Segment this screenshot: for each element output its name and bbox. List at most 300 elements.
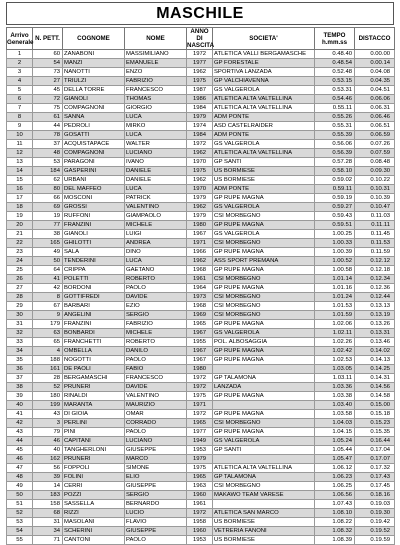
table-row [7, 140, 395, 149]
cell-societa: GS VALGEROLA [213, 140, 315, 149]
cell-anno: 1953 [187, 446, 213, 455]
cell-pettorale: 158 [33, 500, 63, 509]
table-row [7, 221, 395, 230]
cell-arrivo: 49 [7, 482, 33, 491]
cell-nome: PATRICK [125, 194, 187, 203]
cell-pettorale: 37 [33, 140, 63, 149]
table-row [7, 410, 395, 419]
cell-distacco: 0.15.23 [355, 419, 395, 428]
cell-societa: ATLETICA ALTA VALTELLINA [213, 95, 315, 104]
cell-tempo: 1.03.58 [315, 410, 355, 419]
cell-nome: GIORGIO [125, 104, 187, 113]
table-body [7, 50, 395, 545]
cell-societa: GP RUPE MAGNA [213, 356, 315, 365]
cell-nome: CORRADO [125, 419, 187, 428]
cell-arrivo: 55 [7, 536, 33, 545]
cell-pettorale: 9 [33, 311, 63, 320]
cell-societa: GP SANTI [213, 446, 315, 455]
cell-cognome: RUFFONI [63, 212, 125, 221]
cell-cognome: MASOLANI [63, 518, 125, 527]
cell-tempo: 1.05.44 [315, 446, 355, 455]
cell-societa: CSI MORBEGNO [213, 482, 315, 491]
cell-cognome: BARBARI [63, 302, 125, 311]
cell-distacco: 0.00.00 [355, 50, 395, 59]
cell-distacco: 0.13.46 [355, 338, 395, 347]
cell-tempo: 1.00.58 [315, 266, 355, 275]
cell-pettorale: 180 [33, 392, 63, 401]
cell-pettorale: 77 [33, 221, 63, 230]
cell-anno: 1979 [187, 212, 213, 221]
cell-anno: 1962 [187, 257, 213, 266]
cell-distacco: 0.13.31 [355, 329, 395, 338]
cell-anno: 1975 [187, 392, 213, 401]
cell-societa: GP RUPE MAGNA [213, 221, 315, 230]
cell-nome: OMAR [125, 410, 187, 419]
table-row [7, 365, 395, 374]
cell-arrivo: 22 [7, 239, 33, 248]
cell-distacco: 0.19.52 [355, 527, 395, 536]
cell-cognome: GIANOLI [63, 95, 125, 104]
cell-distacco: 0.15.18 [355, 410, 395, 419]
cell-distacco: 0.14.02 [355, 347, 395, 356]
cell-anno: 1965 [187, 419, 213, 428]
cell-societa: CSI MORBEGNO [213, 212, 315, 221]
cell-pettorale: 60 [33, 50, 63, 59]
table-row [7, 248, 395, 257]
cell-anno: 1972 [187, 410, 213, 419]
cell-nome: SIMONE [125, 464, 187, 473]
cell-pettorale: 44 [33, 122, 63, 131]
cell-tempo: 1.00.39 [315, 248, 355, 257]
cell-tempo: 0.54.46 [315, 95, 355, 104]
cell-arrivo: 12 [7, 149, 33, 158]
cell-pettorale: 46 [33, 437, 63, 446]
cell-arrivo: 39 [7, 392, 33, 401]
cell-tempo: 0.59.02 [315, 176, 355, 185]
cell-anno: 1972 [187, 140, 213, 149]
table-row [7, 275, 395, 284]
cell-nome: VALENTINO [125, 392, 187, 401]
cell-tempo: 0.53.15 [315, 77, 355, 86]
cell-anno: 1960 [187, 491, 213, 500]
cell-tempo: 0.55.26 [315, 113, 355, 122]
cell-tempo: 1.02.42 [315, 347, 355, 356]
cell-cognome: COMPAGNONI [63, 104, 125, 113]
cell-societa [213, 455, 315, 464]
cell-societa: VETRERIA FANONI [213, 527, 315, 536]
cell-nome: SERGIO [125, 311, 187, 320]
table-row [7, 293, 395, 302]
cell-anno: 1972 [187, 509, 213, 518]
cell-arrivo: 16 [7, 185, 33, 194]
cell-distacco: 0.11.53 [355, 239, 395, 248]
cell-arrivo: 45 [7, 446, 33, 455]
table-row [7, 122, 395, 131]
table-row [7, 383, 395, 392]
cell-pettorale: 50 [33, 257, 63, 266]
cell-pettorale: 43 [33, 410, 63, 419]
cell-nome: FLAVIO [125, 518, 187, 527]
cell-pettorale: 49 [33, 248, 63, 257]
cell-anno: 1972 [187, 50, 213, 59]
cell-distacco: 0.11.11 [355, 221, 395, 230]
cell-societa: ATLETICA SAN MARCO [213, 509, 315, 518]
cell-arrivo: 15 [7, 176, 33, 185]
cell-anno: 1966 [187, 248, 213, 257]
cell-anno: 1974 [187, 122, 213, 131]
cell-cognome: CAPITANI [63, 437, 125, 446]
cell-anno: 1987 [187, 86, 213, 95]
cell-pettorale: 64 [33, 266, 63, 275]
cell-distacco: 0.06.06 [355, 95, 395, 104]
cell-anno: 1980 [187, 221, 213, 230]
cell-anno: 1969 [187, 311, 213, 320]
table-row [7, 473, 395, 482]
table-row [7, 68, 395, 77]
cell-anno: 1977 [187, 59, 213, 68]
cell-pettorale: 3 [33, 419, 63, 428]
cell-tempo: 0.52.48 [315, 68, 355, 77]
cell-arrivo: 32 [7, 329, 33, 338]
cell-anno: 1984 [187, 104, 213, 113]
cell-tempo: 1.03.05 [315, 365, 355, 374]
cell-anno: 1970 [187, 158, 213, 167]
cell-arrivo: 28 [7, 293, 33, 302]
cell-nome: SERGIO [125, 491, 187, 500]
cell-pettorale: 31 [33, 518, 63, 527]
cell-nome: BERNARDO [125, 500, 187, 509]
table-row [7, 50, 395, 59]
cell-nome: IVANO [125, 158, 187, 167]
cell-nome: LUIGI [125, 230, 187, 239]
table-row [7, 95, 395, 104]
cell-cognome: BORDONI [63, 284, 125, 293]
header-row [7, 28, 395, 50]
cell-tempo: 1.06.23 [315, 473, 355, 482]
cell-societa: CSI MORBEGNO [213, 239, 315, 248]
cell-tempo: 0.55.31 [315, 122, 355, 131]
cell-distacco: 0.07.59 [355, 149, 395, 158]
cell-pettorale: 8 [33, 293, 63, 302]
cell-distacco: 0.12.36 [355, 284, 395, 293]
table-row [7, 104, 395, 113]
cell-arrivo: 37 [7, 374, 33, 383]
table-row [7, 59, 395, 68]
cell-distacco: 0.10.22 [355, 176, 395, 185]
cell-nome: LUCA [125, 131, 187, 140]
cell-anno: 1965 [187, 473, 213, 482]
cell-nome: ANDREA [125, 239, 187, 248]
cell-anno: 1949 [187, 437, 213, 446]
cell-arrivo: 31 [7, 320, 33, 329]
table-row [7, 509, 395, 518]
cell-nome: LUCIANO [125, 149, 187, 158]
cell-cognome: FOPPOLI [63, 464, 125, 473]
cell-societa: GS VALGEROLA [213, 437, 315, 446]
cell-tempo: 1.06.12 [315, 464, 355, 473]
cell-distacco: 0.10.39 [355, 194, 395, 203]
cell-distacco: 0.15.35 [355, 428, 395, 437]
cell-anno: 1962 [187, 176, 213, 185]
table-row [7, 113, 395, 122]
cell-societa: GS VALGEROLA [213, 86, 315, 95]
cell-cognome: FRANZINI [63, 221, 125, 230]
cell-nome: MAURIZIO [125, 401, 187, 410]
cell-tempo: 1.01.53 [315, 302, 355, 311]
cell-tempo: 0.55.11 [315, 104, 355, 113]
cell-distacco: 0.06.46 [355, 113, 395, 122]
table-row [7, 536, 395, 545]
cell-cognome: PINI [63, 428, 125, 437]
cell-societa [213, 500, 315, 509]
cell-cognome: DELLA TORRE [63, 86, 125, 95]
cell-societa: GP RUPE MAGNA [213, 410, 315, 419]
cell-distacco: 0.04.08 [355, 68, 395, 77]
cell-societa [213, 401, 315, 410]
cell-distacco: 0.00.14 [355, 59, 395, 68]
cell-pettorale: 14 [33, 482, 63, 491]
cell-cognome: ACQUISTAPACE [63, 140, 125, 149]
cell-anno: 1977 [187, 428, 213, 437]
cell-pettorale: 28 [33, 374, 63, 383]
cell-nome: LUCIO [125, 509, 187, 518]
cell-arrivo: 33 [7, 338, 33, 347]
cell-arrivo: 44 [7, 437, 33, 446]
table-row [7, 527, 395, 536]
cell-cognome: ZANABONI [63, 50, 125, 59]
table-row [7, 158, 395, 167]
cell-anno: 1979 [187, 194, 213, 203]
cell-pettorale: 27 [33, 77, 63, 86]
cell-cognome: SASSELLA [63, 500, 125, 509]
cell-anno: 1967 [187, 230, 213, 239]
cell-nome: MASSIMILIANO [125, 50, 187, 59]
cell-tempo: 1.02.26 [315, 338, 355, 347]
cell-nome: EZIO [125, 302, 187, 311]
cell-distacco: 0.13.19 [355, 311, 395, 320]
cell-distacco: 0.12.44 [355, 293, 395, 302]
cell-arrivo: 27 [7, 284, 33, 293]
cell-distacco: 0.09.30 [355, 167, 395, 176]
cell-societa: ATLETICA VALLI BERGAMASCHE [213, 50, 315, 59]
cell-tempo: 1.01.16 [315, 284, 355, 293]
cell-societa: GP RUPE MAGNA [213, 347, 315, 356]
table-row [7, 230, 395, 239]
header-cognome: COGNOME [63, 28, 125, 50]
cell-anno: 1971 [187, 401, 213, 410]
cell-societa: ADM PONTE [213, 185, 315, 194]
cell-nome: PAOLO [125, 536, 187, 545]
cell-arrivo: 51 [7, 500, 33, 509]
cell-arrivo: 34 [7, 347, 33, 356]
cell-anno: 1975 [187, 464, 213, 473]
cell-nome: GIUSEPPE [125, 446, 187, 455]
table-row [7, 329, 395, 338]
cell-tempo: 0.59.19 [315, 194, 355, 203]
cell-societa: GP RUPE MAGNA [213, 392, 315, 401]
cell-societa: LANZADA [213, 383, 315, 392]
cell-tempo: 0.53.31 [315, 86, 355, 95]
table-row [7, 419, 395, 428]
cell-pettorale: 56 [33, 464, 63, 473]
cell-pettorale: 52 [33, 383, 63, 392]
cell-nome: DANIELE [125, 167, 187, 176]
cell-anno: 1967 [187, 356, 213, 365]
cell-arrivo: 42 [7, 419, 33, 428]
cell-nome: GIUSEPPE [125, 482, 187, 491]
cell-arrivo: 13 [7, 158, 33, 167]
cell-arrivo: 6 [7, 95, 33, 104]
cell-nome: ELIO [125, 473, 187, 482]
table-row [7, 428, 395, 437]
cell-distacco: 0.11.59 [355, 248, 395, 257]
table-row [7, 302, 395, 311]
cell-distacco: 0.08.48 [355, 158, 395, 167]
cell-societa: GP VALCHIAVENNA [213, 77, 315, 86]
cell-societa: ASS SPORT PREMANA [213, 257, 315, 266]
cell-pettorale: 41 [33, 275, 63, 284]
cell-distacco: 0.04.35 [355, 77, 395, 86]
cell-arrivo: 41 [7, 410, 33, 419]
cell-tempo: 1.08.22 [315, 518, 355, 527]
cell-arrivo: 18 [7, 203, 33, 212]
cell-societa: POL. ALBOSAGGIA [213, 338, 315, 347]
cell-anno: 1961 [187, 275, 213, 284]
cell-arrivo: 48 [7, 473, 33, 482]
cell-societa: GP TALAMONA [213, 473, 315, 482]
cell-tempo: 1.07.43 [315, 500, 355, 509]
cell-societa: US BORMIESE [213, 536, 315, 545]
cell-cognome: TRIULZI [63, 77, 125, 86]
cell-nome: LUCA [125, 185, 187, 194]
cell-cognome: BERGAMASCHI [63, 374, 125, 383]
cell-societa: US BORMIESE [213, 167, 315, 176]
cell-tempo: 1.03.11 [315, 374, 355, 383]
cell-nome: DINO [125, 248, 187, 257]
cell-anno: 1963 [187, 482, 213, 491]
cell-distacco: 0.12.18 [355, 266, 395, 275]
header-nome: NOME [125, 28, 187, 50]
cell-tempo: 1.03.36 [315, 383, 355, 392]
cell-pettorale: 53 [33, 158, 63, 167]
cell-arrivo: 52 [7, 509, 33, 518]
cell-societa: ADM PONTE [213, 131, 315, 140]
cell-tempo: 1.00.25 [315, 230, 355, 239]
cell-societa: US BORMIESE [213, 176, 315, 185]
cell-tempo: 1.04.15 [315, 428, 355, 437]
cell-arrivo: 38 [7, 383, 33, 392]
cell-arrivo: 2 [7, 59, 33, 68]
cell-pettorale: 4 [33, 347, 63, 356]
cell-distacco: 0.14.25 [355, 365, 395, 374]
cell-pettorale: 78 [33, 131, 63, 140]
cell-nome: GIUSEPPE [125, 527, 187, 536]
cell-pettorale: 54 [33, 59, 63, 68]
cell-arrivo: 8 [7, 113, 33, 122]
cell-arrivo: 21 [7, 230, 33, 239]
cell-anno: 1962 [187, 68, 213, 77]
cell-anno: 1968 [187, 302, 213, 311]
title-box [6, 2, 394, 25]
cell-arrivo: 19 [7, 212, 33, 221]
table-row [7, 320, 395, 329]
cell-anno: 1972 [187, 374, 213, 383]
cell-distacco: 0.11.45 [355, 230, 395, 239]
cell-cognome: FRANCHETTI [63, 338, 125, 347]
cell-anno: 1979 [187, 113, 213, 122]
cell-pettorale: 63 [33, 329, 63, 338]
cell-tempo: 0.59.11 [315, 185, 355, 194]
cell-distacco: 0.12.12 [355, 257, 395, 266]
cell-anno: 1955 [187, 338, 213, 347]
cell-cognome: PEDROLI [63, 122, 125, 131]
cell-societa: CSI MORBEGNO [213, 311, 315, 320]
cell-pettorale: 71 [33, 536, 63, 545]
cell-societa: CSI MORBEGNO [213, 419, 315, 428]
cell-nome: VALENTINO [125, 203, 187, 212]
table-row [7, 239, 395, 248]
cell-societa: GP RUPE MAGNA [213, 248, 315, 257]
cell-nome: PAOLO [125, 428, 187, 437]
cell-societa: ATLETICA ALTA VALTELLINA [213, 149, 315, 158]
cell-societa: GP RUPE MAGNA [213, 428, 315, 437]
cell-societa: GS VALGEROLA [213, 230, 315, 239]
cell-tempo: 0.55.39 [315, 131, 355, 140]
cell-societa: CSI MORBEGNO [213, 293, 315, 302]
cell-arrivo: 54 [7, 527, 33, 536]
cell-arrivo: 9 [7, 122, 33, 131]
table-row [7, 401, 395, 410]
cell-nome: MICHELE [125, 329, 187, 338]
cell-nome: THOMAS [125, 95, 187, 104]
cell-pettorale: 73 [33, 68, 63, 77]
cell-tempo: 1.00.52 [315, 257, 355, 266]
cell-pettorale: 39 [33, 473, 63, 482]
cell-distacco: 0.17.07 [355, 455, 395, 464]
cell-societa [213, 365, 315, 374]
cell-nome: FRANCESCO [125, 86, 187, 95]
cell-cognome: SALA [63, 248, 125, 257]
cell-pettorale: 199 [33, 401, 63, 410]
cell-cognome: DE PAOLI [63, 365, 125, 374]
cell-cognome: MOSCONI [63, 194, 125, 203]
cell-arrivo: 36 [7, 365, 33, 374]
cell-anno: 1972 [187, 383, 213, 392]
cell-tempo: 0.56.39 [315, 149, 355, 158]
cell-anno: 1965 [187, 320, 213, 329]
cell-cognome: NOGOTTI [63, 356, 125, 365]
cell-cognome: SCHERINI [63, 527, 125, 536]
results-table [6, 27, 395, 545]
table-row [7, 455, 395, 464]
table-row [7, 356, 395, 365]
cell-pettorale: 162 [33, 455, 63, 464]
table-row [7, 212, 395, 221]
table-row [7, 167, 395, 176]
cell-distacco: 0.19.59 [355, 536, 395, 545]
cell-distacco: 0.13.13 [355, 302, 395, 311]
table-row [7, 203, 395, 212]
table-row [7, 77, 395, 86]
table-row [7, 284, 395, 293]
cell-societa: ATLETICA ALTA VALTELLINA [213, 464, 315, 473]
cell-nome: FRANCESCO [125, 374, 187, 383]
cell-cognome: GHILOTTI [63, 239, 125, 248]
cell-tempo: 1.04.03 [315, 419, 355, 428]
table-row [7, 194, 395, 203]
cell-cognome: URBANI [63, 176, 125, 185]
cell-tempo: 0.48.40 [315, 50, 355, 59]
